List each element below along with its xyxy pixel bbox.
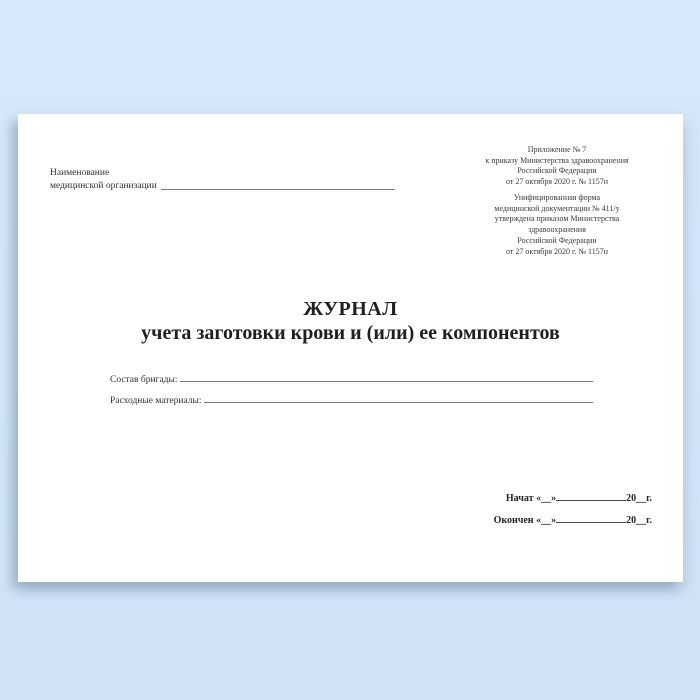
team-field-blank-line [180,381,593,382]
journal-subtitle: учета заготовки крови и (или) ее компонентов [141,321,560,344]
started-date-blank-line [556,500,626,501]
appendix-note-line: к приказу Министерства здравоохранения [485,155,629,165]
materials-field-label: Расходные материалы: [110,396,202,406]
org-name-label-line1: Наименование [50,168,110,178]
org-name-label-line2: медицинской организации [50,180,395,193]
started-date-label: Начат «__» [505,493,557,504]
unified-form-note-line: здравоохранения [528,225,586,235]
finished-date-row [494,514,652,527]
org-name-block [50,167,395,193]
unified-form-note-line: Унифицированная форма [513,193,601,202]
appendix-note-line: Приложение № 7 [527,145,587,154]
team-field-label: Состав бригады: [110,375,178,385]
started-date-row [506,492,652,505]
finished-date-label: Окончен «__» [493,515,557,526]
journal-title-block [18,298,683,345]
document-sheet [18,114,683,582]
unified-form-note-line: утверждена приказом Министерства [494,214,620,224]
finished-date-blank-line [556,522,626,523]
materials-field-blank-line [204,402,593,403]
appendix-note-line: Российской Федерации [517,166,597,176]
team-field-row [110,374,593,387]
started-date-year-suffix: 20__г. [626,493,652,504]
unified-form-note [452,193,662,257]
materials-field-row [110,395,593,408]
org-name-blank-line [161,189,395,190]
appendix-note [452,145,662,188]
unified-form-note-line: от 27 октября 2020 г. № 1157н [506,246,608,256]
unified-form-note-line: Российской Федерации [517,235,597,245]
appendix-note-line: от 27 октября 2020 г. № 1157н [506,177,608,187]
journal-title: ЖУРНАЛ [303,298,398,320]
unified-form-note-line: медицинской документации № 411/у [494,203,620,213]
finished-date-year-suffix: 20__г. [626,515,652,526]
